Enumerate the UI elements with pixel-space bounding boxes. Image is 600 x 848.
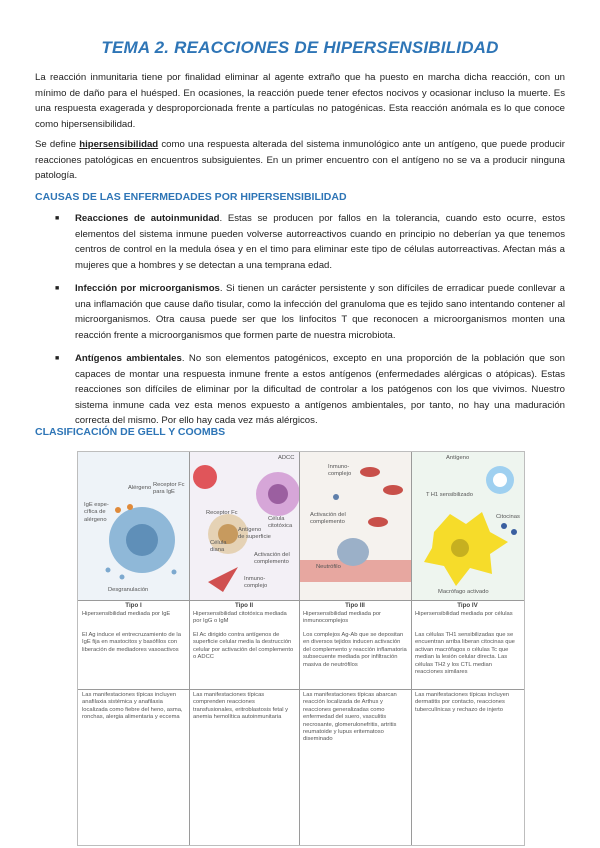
type1-mechanism: El Ag induce el entrecruzamiento de la IgE fija en mastocitos y basófilos con liberación de mediadores vasoactivos <box>82 632 181 653</box>
page-title: TEMA 2. REACCIONES DE HIPERSENSIBILIDAD <box>101 38 499 57</box>
label-neutrophil: Neutrófilo <box>316 564 341 570</box>
type2-mechanism: El Ac dirigido contra antígenos de superficie celular media la destrucción celular por activación del complemento o ADCC <box>193 632 294 661</box>
divider <box>411 452 412 845</box>
label-immune-complex-3: Inmuno- complejo <box>328 464 352 478</box>
gell-coombs-figure <box>77 451 525 846</box>
label-ige: IgE espe- cífica de alérgeno <box>84 502 109 523</box>
label-fc-receptor: Receptor Fc <box>206 510 238 516</box>
divider <box>78 689 524 690</box>
erythrocyte <box>383 485 403 495</box>
definition-before: Se define <box>35 139 80 150</box>
label-target-cell: Célula diana <box>210 540 227 554</box>
definition-after: como una respuesta alterada del sistema inmunológico ante un antígeno, que puede producir reacciones patológicas en encuentros subsiguientes. En un primer encuentro con el antígeno no se va a producir ninguna patología. <box>35 139 565 181</box>
label-fc-receptor-ige: Receptor Fc para IgE <box>153 482 185 496</box>
neutrophil-cell <box>337 538 369 566</box>
type4-mechanism: Las células TH1 sensibilizadas que se encuentran arriba liberan citocinas que activan macrófagos o células Tc que median la lesión celular directa. Las células TH2 y los CTL median reacciones similares <box>415 632 515 676</box>
causes-list <box>53 211 565 437</box>
erythrocyte <box>360 467 380 477</box>
allergen-dot <box>115 507 121 513</box>
list-item-term: Antígenos ambientales <box>75 353 182 364</box>
type1-manifestations: Las manifestaciones típicas incluyen anafilaxia sistémica y anafilaxia localizada como fiebre del heno, asma, ronchas, alergia alimentaria y eccema <box>82 692 183 721</box>
list-item <box>53 351 565 429</box>
list-item <box>53 281 565 343</box>
divider <box>189 452 190 845</box>
definition-term: hipersensibilidad <box>79 139 159 150</box>
label-cytokines: Citocinas <box>496 514 520 520</box>
label-antigen: Antígeno <box>446 455 470 461</box>
label-surface-antigen: Antígeno de superficie <box>238 527 271 541</box>
divider <box>299 452 300 845</box>
list-item-text: . Si tienen un carácter persistente y son difíciles de erradicar puede conllevar a una inflamación que cause daño tisular, como la infección del granuloma que es tejido sano intentando contener al microorganismos. Otra causa puede ser que los linfocitos T que reconocen a microorganismos monten una reacción frente a microorganismos que formen parte de nuestra microbiota. <box>75 283 565 341</box>
type1-name: Tipo I <box>125 602 142 609</box>
erythrocyte <box>368 517 388 527</box>
type4-manifestations: Las manifestaciones típicas incluyen dermatitis por contacto, reacciones tuberculínicas y rechazo de injerto <box>415 692 510 713</box>
type3-mechanism: Los complejos Ag-Ab que se depositan en diversos tejidos inducen activación del complemento y reacción inflamatoria subsecuente mediada por infiltración masiva de neutrófilos <box>303 632 407 668</box>
granule <box>120 575 125 580</box>
bullet-icon: ■ <box>55 215 60 222</box>
granule <box>106 568 111 573</box>
granule <box>172 570 177 575</box>
type1-title: Hipersensibilidad mediada por IgE <box>82 611 171 617</box>
list-item <box>53 211 565 273</box>
type4-title: Hipersensibilidad mediada por células <box>415 611 513 617</box>
cytokine-dot <box>511 529 517 535</box>
label-complement-activation: Activación del complemento <box>254 552 290 566</box>
label-immune-complex: Inmuno- complejo <box>244 576 268 590</box>
list-item-term: Reacciones de autoinmunidad <box>75 213 220 224</box>
label-cytotoxic-cell: Célula citotóxica <box>268 516 293 530</box>
label-degranulation: Desgranulación <box>108 587 149 593</box>
th1-nucleus <box>493 473 507 487</box>
red-cell <box>193 465 217 489</box>
cytotoxic-nucleus <box>268 484 288 504</box>
divider <box>78 600 524 601</box>
intro-paragraph: La reacción inmunitaria tiene por finalidad eliminar al agente extraño que ha puesto en marcha dicha reacción, con un mínimo de daño para el huésped. En ocasiones, la reacción puede tener efectos nocivos y ocasionar incluso la muerte. Es una respuesta exagerada y desproporcionada frente a partículas no patogénicas. Esta reacción anómala es lo que conoce como hipersensibilidad. <box>35 72 565 130</box>
label-allergen: Alérgeno <box>128 485 152 491</box>
immune-complex-dot <box>333 494 339 500</box>
macrophage-nucleus <box>451 539 469 557</box>
label-adcc: ADCC <box>278 455 295 461</box>
type3-title: Hipersensibilidad mediada por inmunocomplejos <box>303 611 381 625</box>
figure-illustration <box>78 452 524 600</box>
type3-manifestations: Las manifestaciones típicas abarcan reacción localizada de Arthus y reacciones generalizadas como enfermedad del suero, vasculitis necrosante, glomerulonefritis, artritis reumatoide y lupus eritematoso diseminado <box>303 692 397 743</box>
type4-name: Tipo IV <box>457 602 478 609</box>
label-th1: T H1 sensibilizado <box>426 492 473 498</box>
type2-manifestations: Las manifestaciones típicas comprenden reacciones transfusionales, eritroblastosis fetal y anemia hemolítica autoinmunitaria <box>193 692 289 721</box>
definition-paragraph <box>35 137 565 184</box>
label-macrophage: Macrófago activado <box>438 589 489 595</box>
bullet-icon: ■ <box>55 285 60 292</box>
type2-title: Hipersensibilidad citotóxica mediada por IgG o IgM <box>193 611 287 625</box>
allergen-dot <box>127 504 133 510</box>
list-item-text: . No son elementos patogénicos, excepto en una proporción de la población que son capaces de montar una respuesta inmune frente a estos antígenos (enfermedades alérgicas o atópicas). Estas reacciones son difíciles de eliminar por la dificultad de controlar a los patógenos con los que vivimos. Nuestro sistema inmune cada vez esta menos expuesto a antígenos ambientales, por tanto, no hay una maduración correcta del mismo. Por ello hay cada vez más alérgicos. <box>75 353 565 426</box>
label-complement-activation-3: Activación del complemento <box>310 512 346 526</box>
list-item-term: Infección por microorganismos <box>75 283 220 294</box>
classification-heading: CLASIFICACIÓN DE GELL Y COOMBS <box>35 426 226 438</box>
bullet-icon: ■ <box>55 355 60 362</box>
list-item-text: . Estas se producen por fallos en la tolerancia, cuando esto ocurre, estos elementos del sistema inmune pueden volverse autorreactivos cuando en principio no deberían ya que tenemos centros de control en la medula ósea y en el timo para eliminar este tipo de células autorreactivas. Afectan más a mujeres que a hombres y se detectan a una temprana edad. <box>75 213 566 271</box>
cytokine-dot <box>501 523 507 529</box>
type2-name: Tipo II <box>234 602 254 609</box>
mast-cell-nucleus <box>126 524 158 556</box>
causes-heading: CAUSAS DE LAS ENFERMEDADES POR HIPERSENSIBILIDAD <box>35 191 347 203</box>
type3-name: Tipo III <box>345 602 365 609</box>
